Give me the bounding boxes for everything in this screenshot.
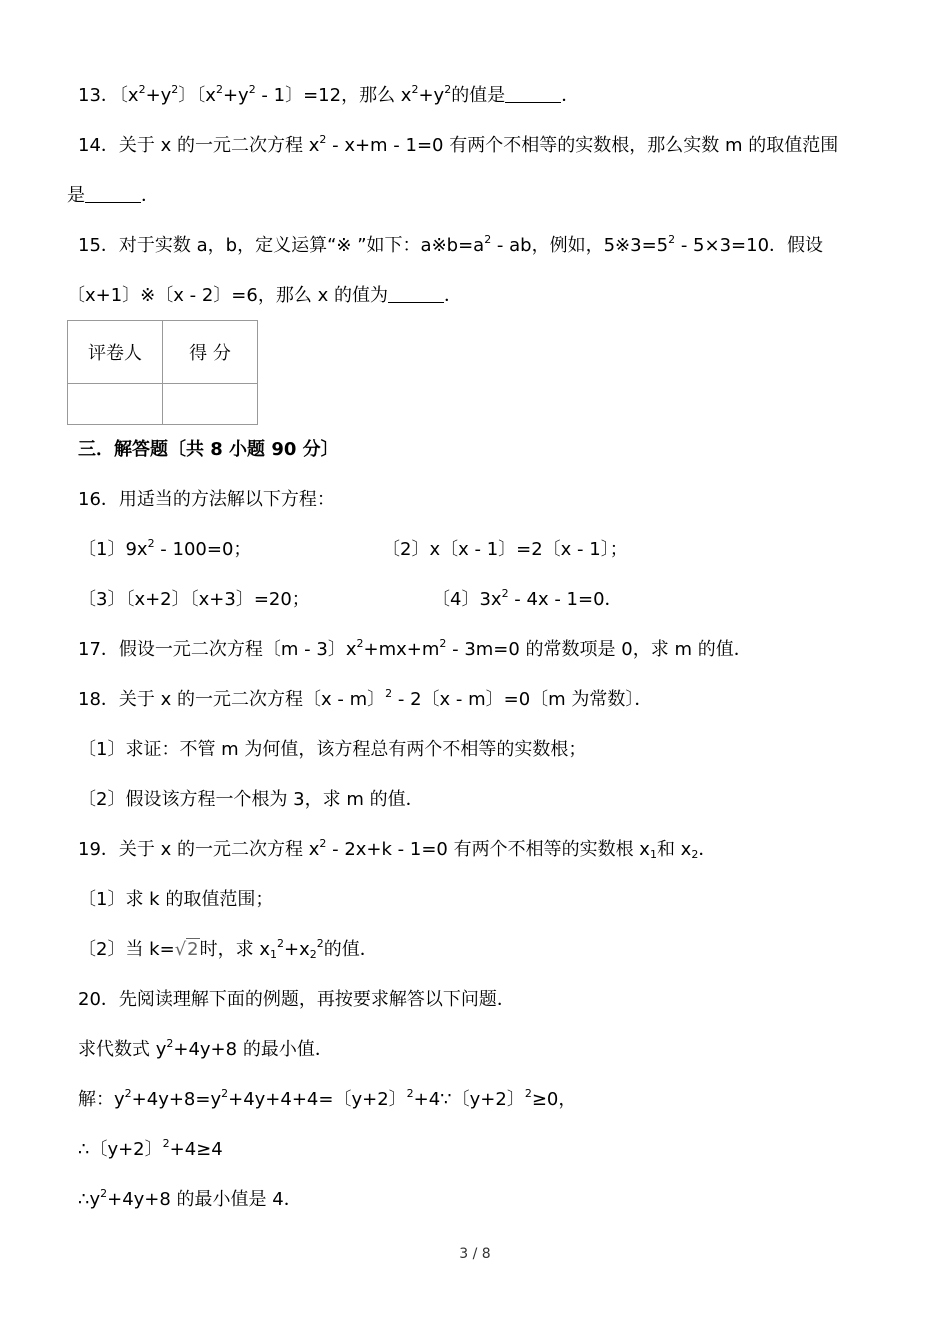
question-13: 13．〔$x^2+y^2$〕〔$x^2+y^2 - 1$〕=12，那么 $x^2+y^2$的值是 ． — [78, 83, 580, 106]
question-20-line-1: 求代数式 $y^2+4y+8$ 的最小值． — [78, 1037, 333, 1060]
question-14: 14．关于 x 的一元二次方程 $x^2 - x+m - 1=0$ 有两个不相等的实数根，那么实数 m 的取值范围 — [78, 133, 839, 156]
question-14-cont: 是 ． — [67, 185, 159, 206]
score-header: 得 分 — [163, 321, 258, 384]
reviewer-header: 评卷人 — [68, 321, 163, 384]
question-19: 19．关于 x 的一元二次方程 $x^2 - 2x+k - 1=0$ 有两个不相等的实数根 $x_1$和 $x_2$． — [78, 837, 717, 861]
question-16-part-1: 〔1〕$9x^2 - 100=0$； — [78, 537, 252, 560]
answer-blank[interactable] — [388, 284, 444, 303]
answer-blank[interactable] — [85, 184, 141, 203]
question-20-line-3: ∴〔y+2〕$^2$+4≥4 — [78, 1137, 223, 1160]
page-number: 3 / 8 — [459, 1246, 491, 1262]
reviewer-cell[interactable] — [68, 384, 163, 425]
question-15: 15．对于实数 a，b，定义运算“※ ”如下：$a※b=a^2$ - ab，例如，$5※3=5^2 - 5\times 3=10$．假设 — [78, 233, 824, 256]
question-16-part-3: 〔3〕〔x+2〕〔x+3〕=20； — [78, 589, 310, 610]
question-20-title: 20．先阅读理解下面的例题，再按要求解答以下问题． — [78, 989, 515, 1010]
question-18-part-1: 〔1〕求证：不管 m 为何值，该方程总有两个不相等的实数根； — [78, 739, 587, 760]
question-18-part-2: 〔2〕假设该方程一个根为 3，求 m 的值． — [78, 789, 424, 810]
question-17: 17．假设一元二次方程〔m - 3〕$x^2+mx+m^2 - 3m=0$ 的常数项是 0，求 m 的值． — [78, 637, 752, 660]
question-20-line-2: 解：$y^2+4y+8=y^2+4y+4+4=$〔y+2〕$^2$+4∵〔y+2〕$^2$≥0， — [78, 1087, 577, 1110]
score-cell[interactable] — [163, 384, 258, 425]
score-table — [67, 320, 258, 425]
question-15-cont: 〔x+1〕※〔x - 2〕=6，那么 x 的值为 ． — [67, 285, 462, 306]
question-16-part-4: 〔4〕$3x^2 - 4x - 1=0$． — [432, 587, 623, 610]
question-16-title: 16．用适当的方法解以下方程： — [78, 489, 335, 510]
section-3-title: 三．解答题〔共 8 小题 90 分〕 — [78, 439, 339, 460]
answer-blank[interactable] — [505, 84, 561, 103]
sqrt-symbol: √2 — [174, 939, 199, 960]
question-19-part-1: 〔1〕求 k 的取值范围； — [78, 889, 274, 910]
question-19-part-2: 〔2〕当 k=√2时，求 $x_1^2+x_2^2$的值． — [78, 937, 378, 961]
question-20-line-4: $\therefore y^2+4y+8$ 的最小值是 4． — [78, 1187, 302, 1210]
question-18: 18．关于 x 的一元二次方程〔x - m〕$^2$ - 2〔x - m〕=0〔m 为常数〕． — [78, 687, 653, 710]
question-16-part-2: 〔2〕x〔x - 1〕=2〔x - 1〕； — [382, 539, 628, 560]
